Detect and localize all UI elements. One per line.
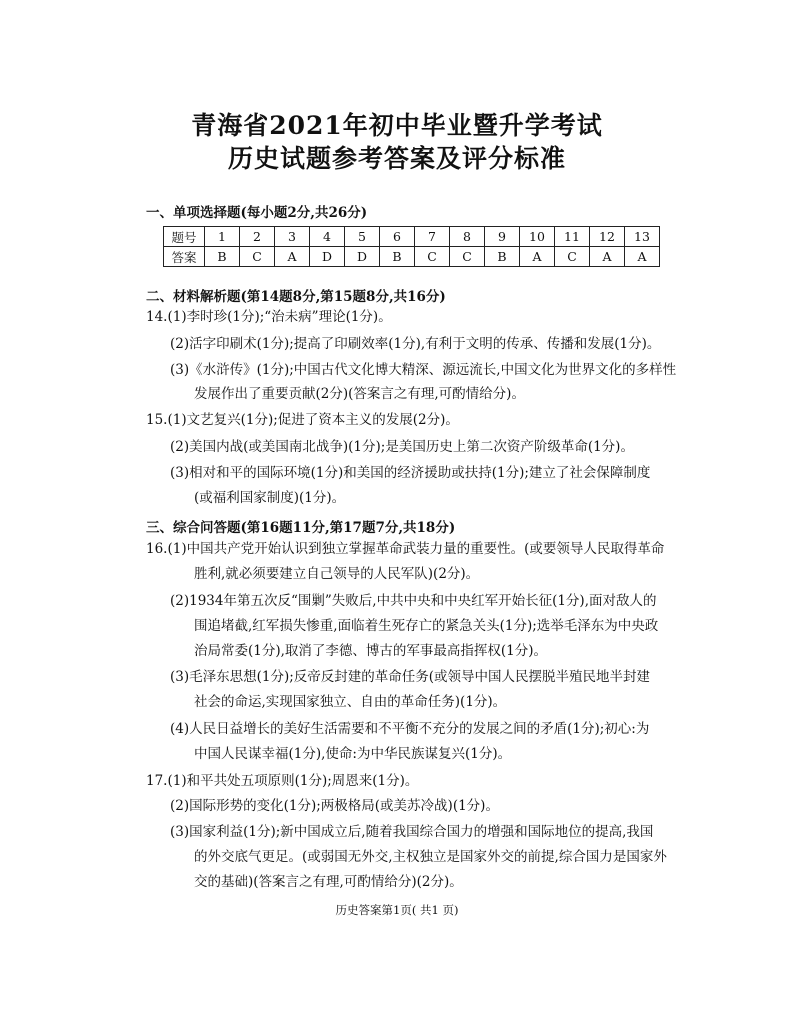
answer-line: 胜利,就必须要建立自己领导的人民军队)(2分)。	[194, 566, 480, 582]
section-3-heading: 三、综合问答题(第16题11分,第17题7分,共18分)	[146, 520, 456, 536]
answer-cell: B	[380, 247, 415, 267]
question-number-row	[164, 227, 660, 247]
question-number: 12	[590, 227, 625, 247]
answer-line: 围追堵截,红军损失惨重,面临着生死存亡的紧急关头(1分);选举毛泽东为中央政	[194, 618, 659, 634]
answer-line: (3)国家利益(1分);新中国成立后,随着我国综合国力的增强和国际地位的提高,我国	[170, 824, 654, 840]
answer-cell: B	[485, 247, 520, 267]
answer-cell: C	[555, 247, 590, 267]
page-footer: 历史答案第1页( 共1 页)	[335, 903, 459, 917]
answer-line: 社会的命运,实现国家独立、自由的革命任务)(1分)。	[194, 694, 507, 710]
answer-cell: C	[240, 247, 275, 267]
question-number: 2	[240, 227, 275, 247]
question-number: 6	[380, 227, 415, 247]
answer-line: 发展作出了重要贡献(2分)(答案言之有理,可酌情给分)。	[194, 386, 525, 402]
question-number: 10	[520, 227, 555, 247]
answer-line: (2)美国内战(或美国南北战争)(1分);是美国历史上第二次资产阶级革命(1分)。	[170, 439, 634, 455]
answer-cell: C	[450, 247, 485, 267]
answer-cell: A	[275, 247, 310, 267]
answer-cell: B	[205, 247, 240, 267]
answer-line: 14.(1)李时珍(1分);“治未病”理论(1分)。	[146, 309, 392, 325]
answer-line: (3)相对和平的国际环境(1分)和美国的经济援助或扶持(1分);建立了社会保障制度	[170, 465, 651, 481]
answer-line: (4)人民日益增长的美好生活需要和不平衡不充分的发展之间的矛盾(1分);初心:为	[170, 721, 650, 737]
row-label-question-number: 题号	[164, 227, 205, 247]
answer-line: 中国人民谋幸福(1分),使命:为中华民族谋复兴(1分)。	[194, 746, 512, 762]
answer-cell: A	[625, 247, 660, 267]
answer-line: 15.(1)文艺复兴(1分);促进了资本主义的发展(2分)。	[146, 412, 459, 428]
row-label-answer: 答案	[164, 247, 205, 267]
answer-cell: A	[520, 247, 555, 267]
question-number: 7	[415, 227, 450, 247]
question-number: 9	[485, 227, 520, 247]
answer-line: 16.(1)中国共产党开始认识到独立掌握革命武装力量的重要性。(或要领导人民取得革命	[146, 541, 665, 557]
answer-cell: D	[310, 247, 345, 267]
question-number: 11	[555, 227, 590, 247]
question-number: 8	[450, 227, 485, 247]
answer-cell: C	[415, 247, 450, 267]
answer-line: 治局常委(1分),取消了李德、博古的军事最高指挥权(1分)。	[194, 643, 548, 659]
document-title: 青海省2021年初中毕业暨升学考试	[191, 111, 603, 140]
answer-line: (3)毛泽东思想(1分);反帝反封建的革命任务(或领导中国人民摆脱半殖民地半封建	[170, 669, 651, 685]
answer-line: 交的基础)(答案言之有理,可酌情给分)(2分)。	[194, 874, 463, 890]
answer-line: (2)活字印刷术(1分);提高了印刷效率(1分),有利于文明的传承、传播和发展(1分)。	[170, 336, 661, 352]
document-subtitle: 历史试题参考答案及评分标准	[227, 144, 566, 173]
answer-line: (或福利国家制度)(1分)。	[194, 490, 346, 506]
answer-row	[164, 247, 660, 267]
section-1-heading: 一、单项选择题(每小题2分,共26分)	[146, 205, 368, 221]
answer-cell: D	[345, 247, 380, 267]
answer-line: (2)1934年第五次反“围剿”失败后,中共中央和中央红军开始长征(1分),面对敌人的	[170, 593, 657, 609]
answer-line: (3)《水浒传》(1分);中国古代文化博大精深、源远流长,中国文化为世界文化的多样性	[170, 362, 677, 378]
question-number: 4	[310, 227, 345, 247]
answer-line: 17.(1)和平共处五项原则(1分);周恩来(1分)。	[146, 773, 419, 789]
question-number: 5	[345, 227, 380, 247]
section-2-heading: 二、材料解析题(第14题8分,第15题8分,共16分)	[146, 289, 446, 305]
question-number: 13	[625, 227, 660, 247]
answer-line: (2)国际形势的变化(1分);两极格局(或美苏冷战)(1分)。	[170, 798, 499, 814]
question-number: 1	[205, 227, 240, 247]
question-number: 3	[275, 227, 310, 247]
answer-line: 的外交底气更足。(或弱国无外交,主权独立是国家外交的前提,综合国力是国家外	[194, 849, 667, 865]
answer-cell: A	[590, 247, 625, 267]
answer-table	[163, 226, 660, 267]
